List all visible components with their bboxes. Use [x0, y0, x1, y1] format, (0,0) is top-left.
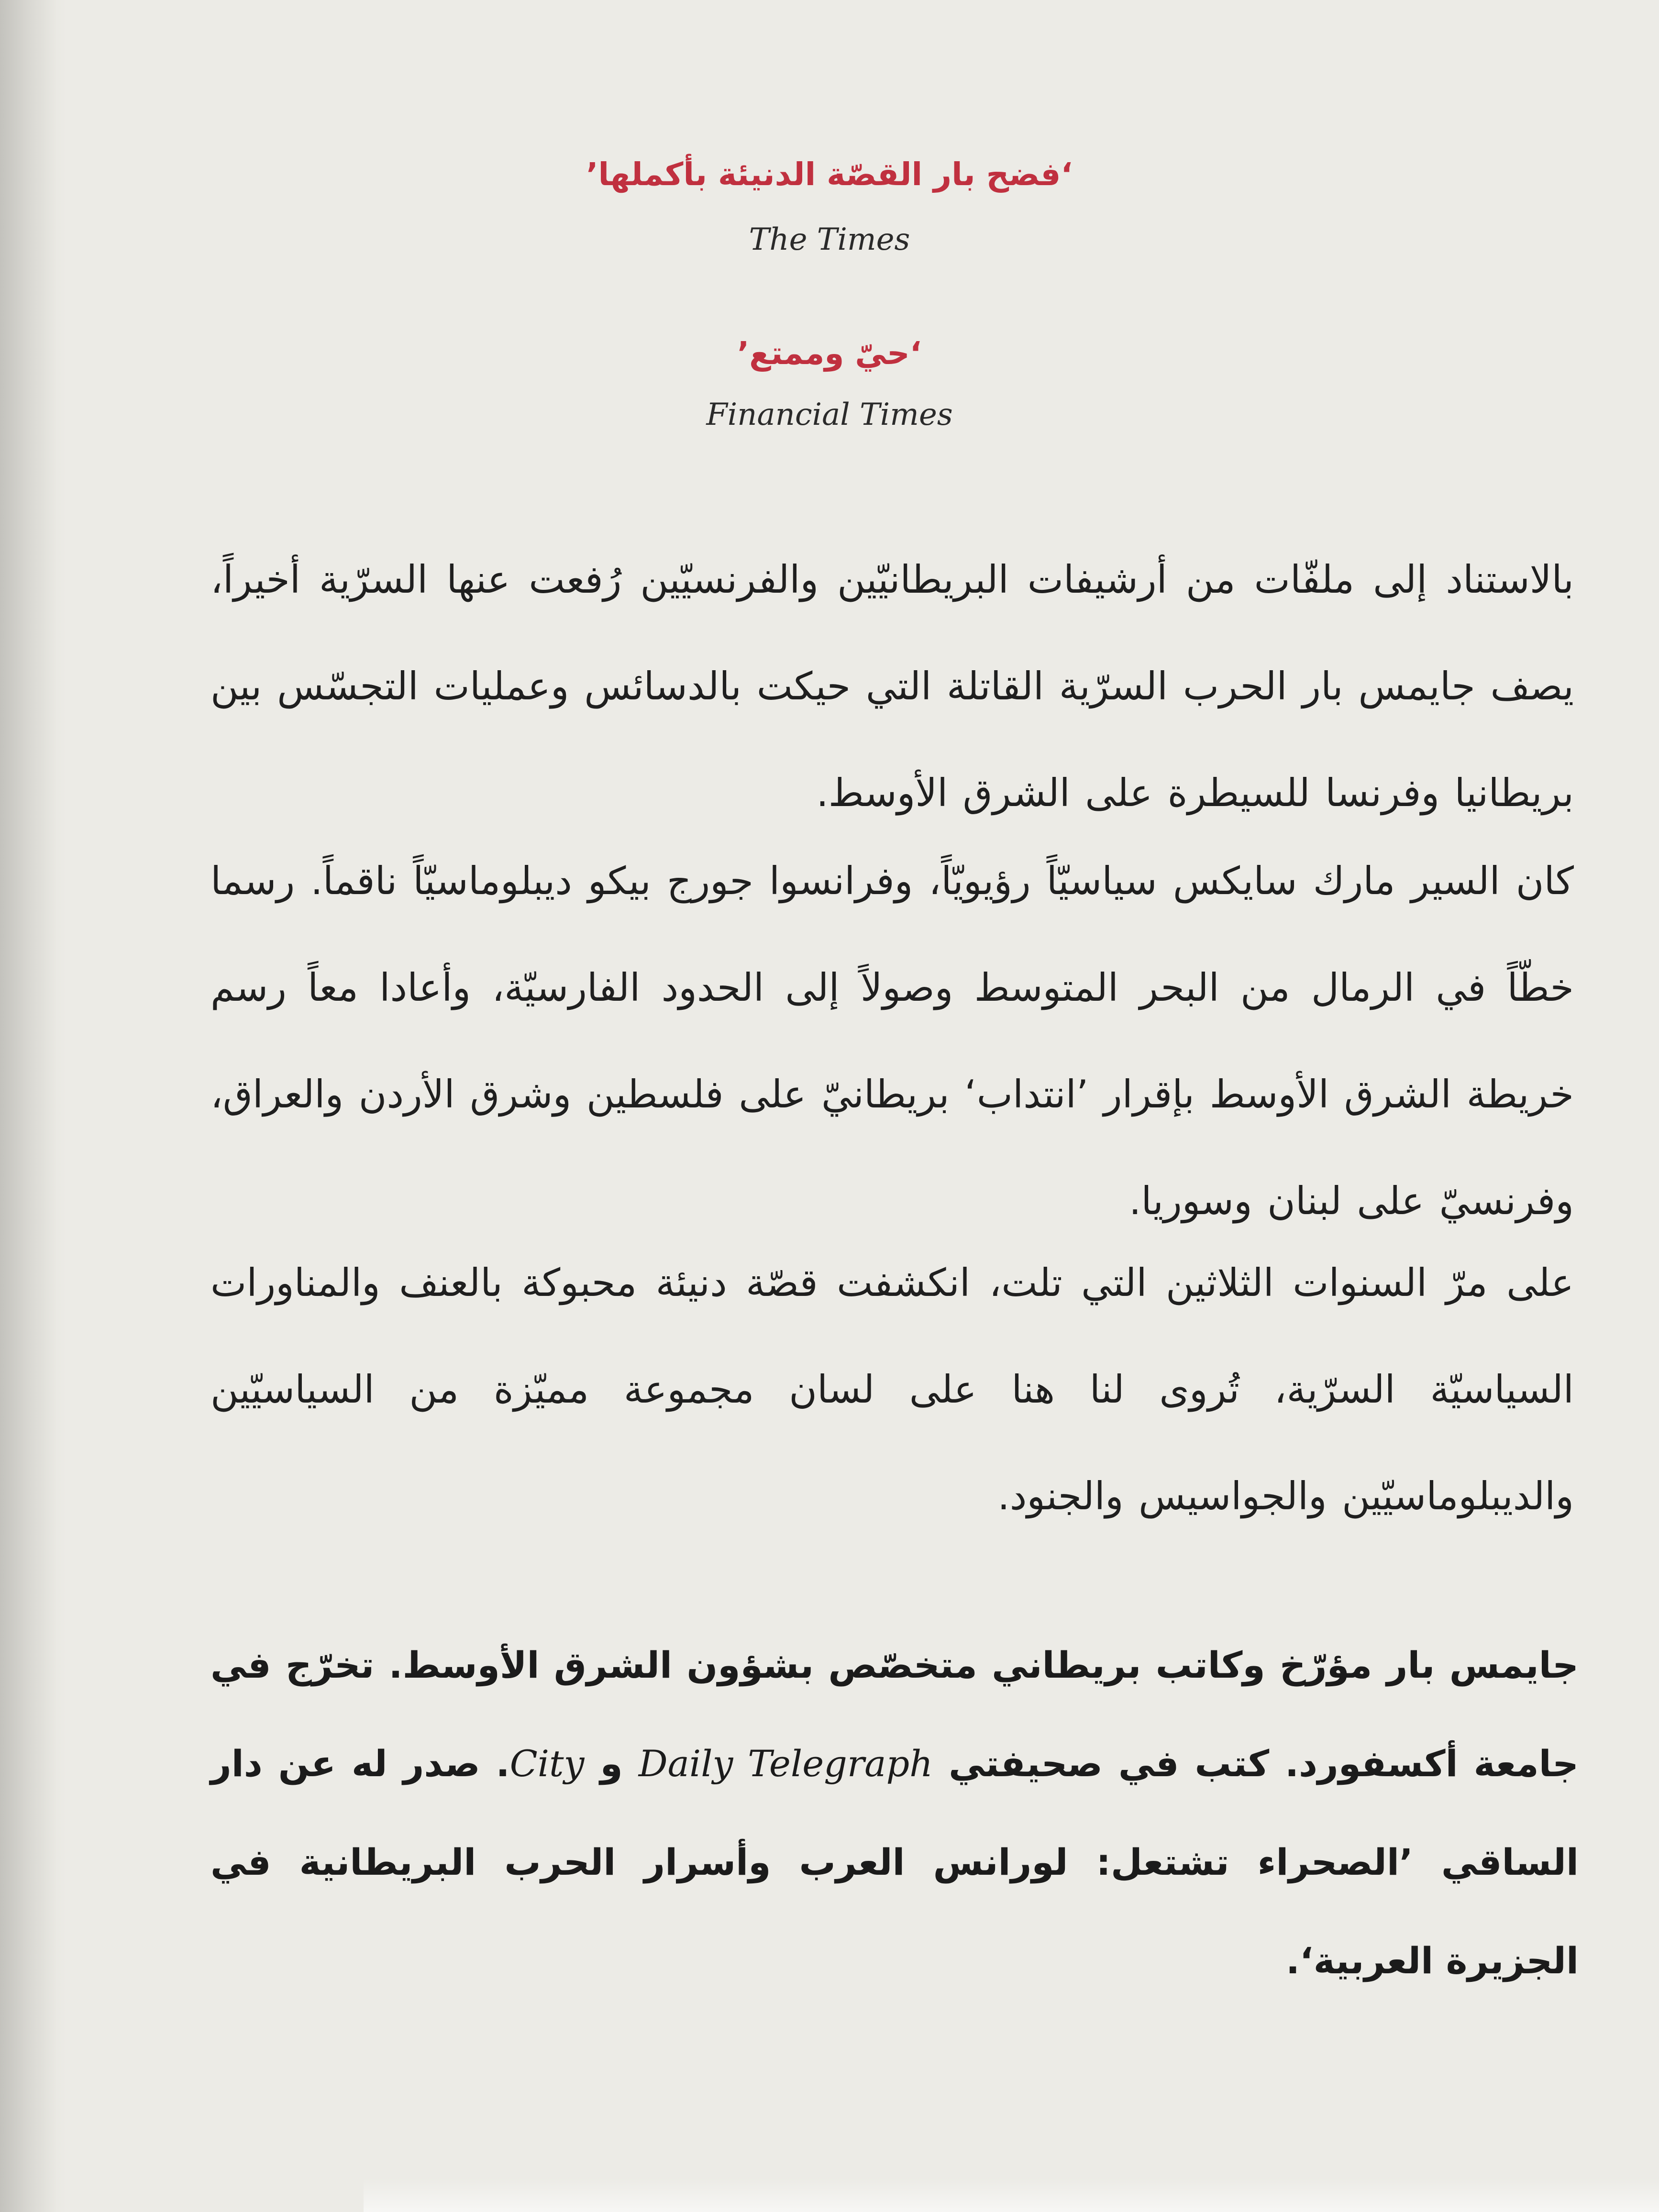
author-bio-conjunction: و	[600, 1742, 623, 1785]
newspaper-city: City	[509, 1742, 585, 1785]
review-source-financial-times: Financial Times	[706, 397, 953, 432]
page-bottom-edge	[364, 2179, 1659, 2212]
author-bio-part-2: . صدر له عن دار الساقي ’الصحراء تشتعل: لورانس العرب وأسرار الحرب البريطانية في الجزيرة العربية‘.	[210, 1742, 1579, 1982]
review-source-times: The Times	[749, 222, 910, 257]
spine-shadow	[0, 0, 57, 2212]
description-paragraph-2: كان السير مارك سايكس سياسيّاً رؤيويّاً، وفرانسوا جورج بيكو ديبلوماسيّاً ناقماً. رسما خطّاً في الرمال من البحر المتوسط وصولاً إلى الحدود الفارسيّة، وأعادا معاً رسم خريطة الشرق الأوسط بإقرار ’انتداب‘ بريطانيّ على فلسطين وشرق الأردن والعراق، وفرنسيّ على لبنان وسوريا.	[210, 859, 1574, 1223]
newspaper-daily-telegraph: Daily Telegraph	[638, 1742, 933, 1785]
review-quote-times: ‘فضح بار القصّة الدنيئة بأكملها’	[586, 156, 1073, 193]
review-quote-financial-times: ‘حيّ وممتع’	[737, 335, 922, 372]
author-bio	[210, 1616, 1579, 2010]
author-bio-part-1: جايمس بار مؤرّخ وكاتب بريطاني متخصّص بشؤون الشرق الأوسط. تخرّج في جامعة أكسفورد. كتب في صحيفتي	[210, 1644, 1579, 1785]
description-paragraph-1: بالاستناد إلى ملفّات من أرشيفات البريطانيّين والفرنسيّين رُفعت عنها السرّية أخيراً، يصف جايمس بار الحرب السرّية القاتلة التي حيكت بالدسائس وعمليات التجسّس بين بريطانيا وفرنسا للسيطرة على الشرق الأوسط.	[210, 557, 1574, 815]
description-paragraph-3: على مرّ السنوات الثلاثين التي تلت، انكشفت قصّة دنيئة محبوكة بالعنف والمناورات السياسيّة السرّية، تُروى لنا هنا على لسان مجموعة مميّزة من السياسيّين والديبلوماسيّين والجواسيس والجنود.	[210, 1261, 1574, 1518]
